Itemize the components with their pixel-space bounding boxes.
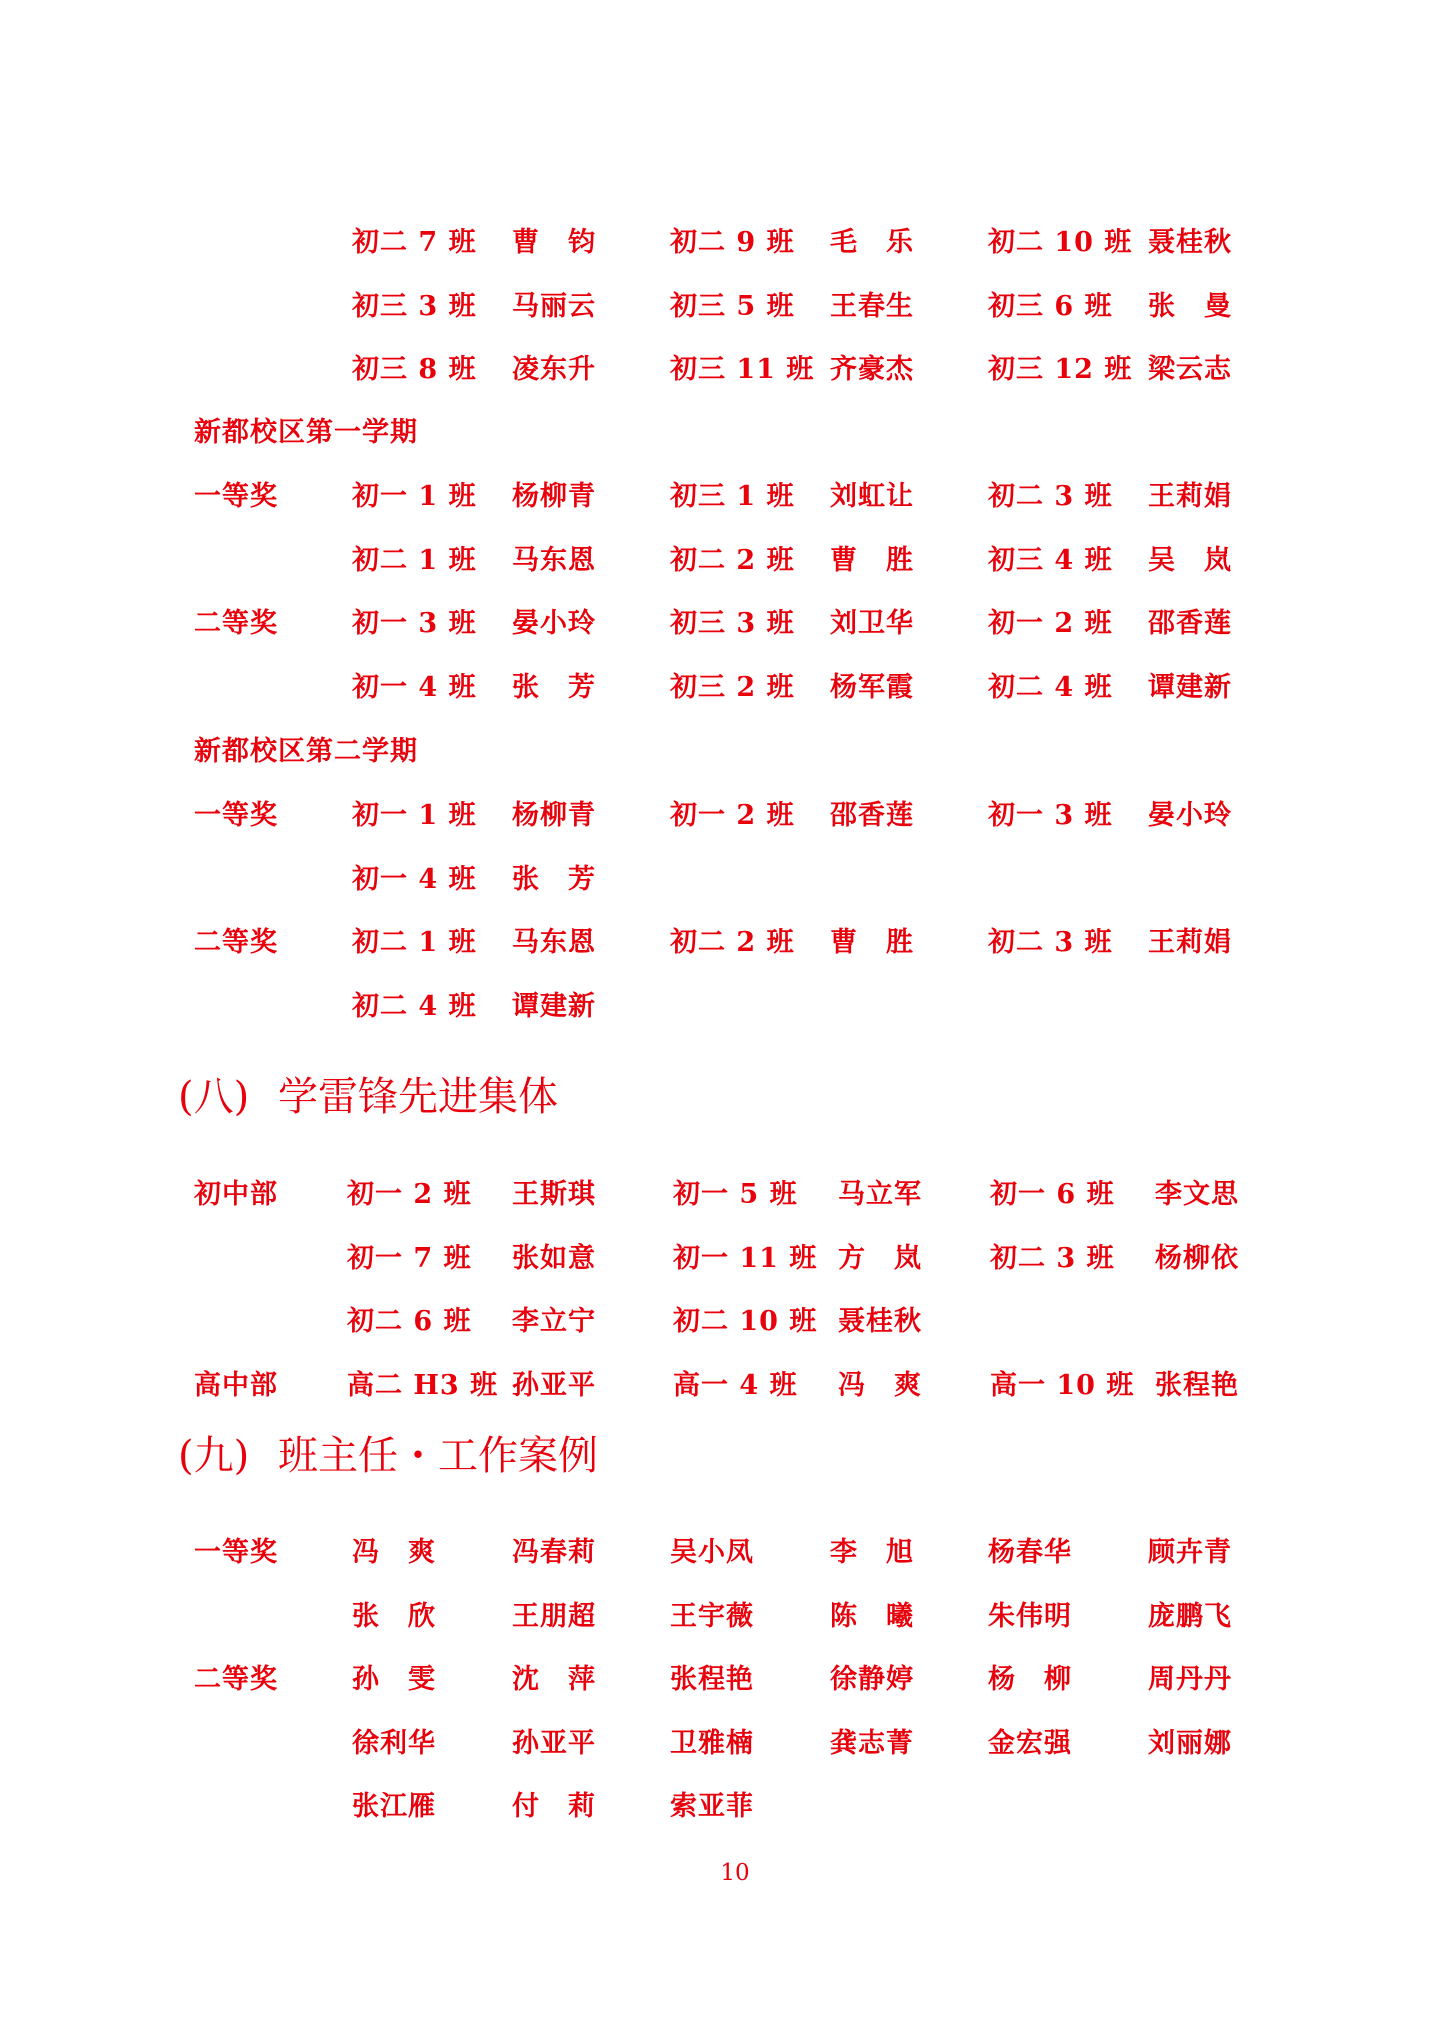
table-cell: 初二 10 班 xyxy=(673,1306,818,1337)
table-cell: 卫雅楠 xyxy=(670,1727,754,1759)
table-row xyxy=(0,1175,1434,1215)
table-cell: 初一 1 班 xyxy=(352,481,477,512)
table-cell: 吴 岚 xyxy=(1148,544,1232,576)
table-cell: 晏小玲 xyxy=(1148,800,1232,831)
table-cell: 初二 3 班 xyxy=(988,927,1113,958)
table-cell: 李立宁 xyxy=(512,1306,596,1337)
table-cell: 高一 10 班 xyxy=(990,1369,1135,1401)
table-row xyxy=(0,541,1434,581)
table-cell: 马立军 xyxy=(838,1179,922,1210)
table-row xyxy=(0,860,1434,900)
award-category: 二等奖 xyxy=(194,1664,278,1695)
subheading-xindu-semester-1: 新都校区第一学期 xyxy=(194,417,418,448)
table-cell: 初一 2 班 xyxy=(347,1179,472,1210)
table-cell: 徐静婷 xyxy=(830,1664,914,1695)
table-cell: 杨春华 xyxy=(988,1537,1072,1568)
table-cell: 梁云志 xyxy=(1148,354,1232,385)
table-cell: 马东恩 xyxy=(512,927,596,958)
table-row xyxy=(0,796,1434,836)
table-cell: 陈 曦 xyxy=(830,1600,914,1632)
table-cell: 吴小凤 xyxy=(670,1537,754,1568)
table-cell: 孙亚平 xyxy=(512,1369,596,1401)
table-cell: 朱伟明 xyxy=(988,1600,1072,1632)
table-cell: 沈 萍 xyxy=(512,1664,596,1695)
table-cell: 初二 9 班 xyxy=(670,227,795,258)
table-cell: 杨 柳 xyxy=(988,1664,1072,1695)
table-cell: 孙 雯 xyxy=(352,1664,436,1695)
table-cell: 初二 6 班 xyxy=(347,1306,472,1337)
table-cell: 王莉娟 xyxy=(1148,481,1232,512)
table-cell: 张江雁 xyxy=(352,1791,436,1822)
table-cell: 冯春莉 xyxy=(512,1537,596,1568)
section-title: 班主任・工作案例 xyxy=(278,1433,598,1479)
table-cell: 张如意 xyxy=(512,1242,596,1274)
table-cell: 初一 2 班 xyxy=(670,800,795,831)
table-cell: 李 旭 xyxy=(830,1537,914,1568)
table-cell: 初二 3 班 xyxy=(990,1242,1115,1274)
award-category: 一等奖 xyxy=(194,1537,278,1568)
table-cell: 徐利华 xyxy=(352,1727,436,1759)
table-cell: 王莉娟 xyxy=(1148,927,1232,958)
table-cell: 杨柳青 xyxy=(512,481,596,512)
table-cell: 王宇薇 xyxy=(670,1600,754,1632)
table-cell: 初三 2 班 xyxy=(670,671,795,703)
table-cell: 庞鹏飞 xyxy=(1148,1600,1232,1632)
table-cell: 张 芳 xyxy=(512,863,596,895)
table-cell: 孙亚平 xyxy=(512,1727,596,1759)
table-cell: 初三 3 班 xyxy=(670,608,795,639)
table-cell: 初一 5 班 xyxy=(673,1179,798,1210)
table-cell: 初二 4 班 xyxy=(988,671,1113,703)
table-cell: 初二 7 班 xyxy=(352,227,477,258)
table-cell: 冯 爽 xyxy=(352,1537,436,1568)
subheading-xindu-semester-2: 新都校区第二学期 xyxy=(194,736,418,767)
table-cell: 王朋超 xyxy=(512,1600,596,1632)
table-row xyxy=(0,287,1434,327)
page-number: 10 xyxy=(720,1860,750,1886)
section-title: 学雷锋先进集体 xyxy=(278,1074,558,1120)
table-row xyxy=(0,1533,1434,1573)
table-cell: 张程艳 xyxy=(1155,1369,1239,1401)
table-cell: 曹 钧 xyxy=(512,227,596,258)
table-cell: 邵香莲 xyxy=(830,800,914,831)
table-cell: 初二 1 班 xyxy=(352,544,477,576)
section-heading-8 xyxy=(178,1072,558,1122)
table-cell: 初一 7 班 xyxy=(347,1242,472,1274)
table-cell: 方 岚 xyxy=(838,1242,922,1274)
table-cell: 王春生 xyxy=(830,290,914,322)
table-cell: 周丹丹 xyxy=(1148,1664,1232,1695)
table-cell: 齐豪杰 xyxy=(830,354,914,385)
section-heading-9 xyxy=(178,1431,598,1481)
table-cell: 初一 3 班 xyxy=(988,800,1113,831)
table-cell: 初二 4 班 xyxy=(352,990,477,1022)
table-cell: 初一 6 班 xyxy=(990,1179,1115,1210)
table-cell: 王斯琪 xyxy=(512,1179,596,1210)
table-cell: 初一 11 班 xyxy=(673,1242,818,1274)
table-cell: 初三 4 班 xyxy=(988,544,1113,576)
table-cell: 杨柳青 xyxy=(512,800,596,831)
table-row xyxy=(0,923,1434,963)
table-cell: 刘虹让 xyxy=(830,481,914,512)
table-cell: 初一 3 班 xyxy=(352,608,477,639)
award-category: 初中部 xyxy=(194,1179,278,1210)
table-cell: 付 莉 xyxy=(512,1791,596,1822)
table-cell: 初三 8 班 xyxy=(352,354,477,385)
table-cell: 毛 乐 xyxy=(830,227,914,258)
award-category: 一等奖 xyxy=(194,481,278,512)
table-cell: 金宏强 xyxy=(988,1727,1072,1759)
award-category: 二等奖 xyxy=(194,608,278,639)
table-cell: 初一 4 班 xyxy=(352,863,477,895)
table-cell: 马东恩 xyxy=(512,544,596,576)
table-cell: 初二 1 班 xyxy=(352,927,477,958)
table-cell: 凌东升 xyxy=(512,354,596,385)
table-row xyxy=(0,668,1434,708)
table-cell: 初一 2 班 xyxy=(988,608,1113,639)
table-cell: 杨柳依 xyxy=(1155,1242,1239,1274)
table-row xyxy=(0,1787,1434,1827)
table-cell: 张 芳 xyxy=(512,671,596,703)
table-cell: 谭建新 xyxy=(512,990,596,1022)
table-row xyxy=(0,987,1434,1027)
table-cell: 谭建新 xyxy=(1148,671,1232,703)
table-row xyxy=(0,1724,1434,1764)
table-cell: 曹 胜 xyxy=(830,544,914,576)
table-cell: 初三 12 班 xyxy=(988,354,1133,385)
table-cell: 初二 2 班 xyxy=(670,544,795,576)
table-row xyxy=(0,223,1434,263)
table-cell: 高一 4 班 xyxy=(673,1369,798,1401)
section-number: (八) xyxy=(178,1074,250,1120)
award-category: 一等奖 xyxy=(194,800,278,831)
table-cell: 高二 H3 班 xyxy=(347,1369,499,1401)
table-cell: 初三 3 班 xyxy=(352,290,477,322)
table-cell: 索亚菲 xyxy=(670,1791,754,1822)
table-row xyxy=(0,1239,1434,1279)
table-row xyxy=(0,1660,1434,1700)
table-cell: 初二 2 班 xyxy=(670,927,795,958)
table-row xyxy=(0,1597,1434,1637)
award-category: 二等奖 xyxy=(194,927,278,958)
table-row xyxy=(0,1302,1434,1342)
table-row xyxy=(0,477,1434,517)
table-cell: 顾卉青 xyxy=(1148,1537,1232,1568)
table-row xyxy=(0,350,1434,390)
table-cell: 初一 1 班 xyxy=(352,800,477,831)
table-cell: 张 欣 xyxy=(352,1600,436,1632)
table-cell: 李文思 xyxy=(1155,1179,1239,1210)
table-cell: 初二 10 班 xyxy=(988,227,1133,258)
section-number: (九) xyxy=(178,1433,250,1479)
table-cell: 杨军霞 xyxy=(830,671,914,703)
table-cell: 曹 胜 xyxy=(830,927,914,958)
table-cell: 刘卫华 xyxy=(830,608,914,639)
award-category: 高中部 xyxy=(194,1369,278,1401)
table-row xyxy=(0,1366,1434,1406)
table-cell: 邵香莲 xyxy=(1148,608,1232,639)
table-cell: 初二 3 班 xyxy=(988,481,1113,512)
table-row xyxy=(0,604,1434,644)
table-cell: 初三 5 班 xyxy=(670,290,795,322)
table-cell: 马丽云 xyxy=(512,290,596,322)
table-cell: 龚志菁 xyxy=(830,1727,914,1759)
table-cell: 初三 6 班 xyxy=(988,290,1113,322)
table-cell: 冯 爽 xyxy=(838,1369,922,1401)
table-cell: 张 曼 xyxy=(1148,290,1232,322)
table-cell: 聂桂秋 xyxy=(1148,227,1232,258)
table-cell: 晏小玲 xyxy=(512,608,596,639)
table-cell: 初三 11 班 xyxy=(670,354,815,385)
table-cell: 初三 1 班 xyxy=(670,481,795,512)
table-cell: 张程艳 xyxy=(670,1664,754,1695)
table-cell: 聂桂秋 xyxy=(838,1306,922,1337)
table-cell: 初一 4 班 xyxy=(352,671,477,703)
table-cell: 刘丽娜 xyxy=(1148,1727,1232,1759)
